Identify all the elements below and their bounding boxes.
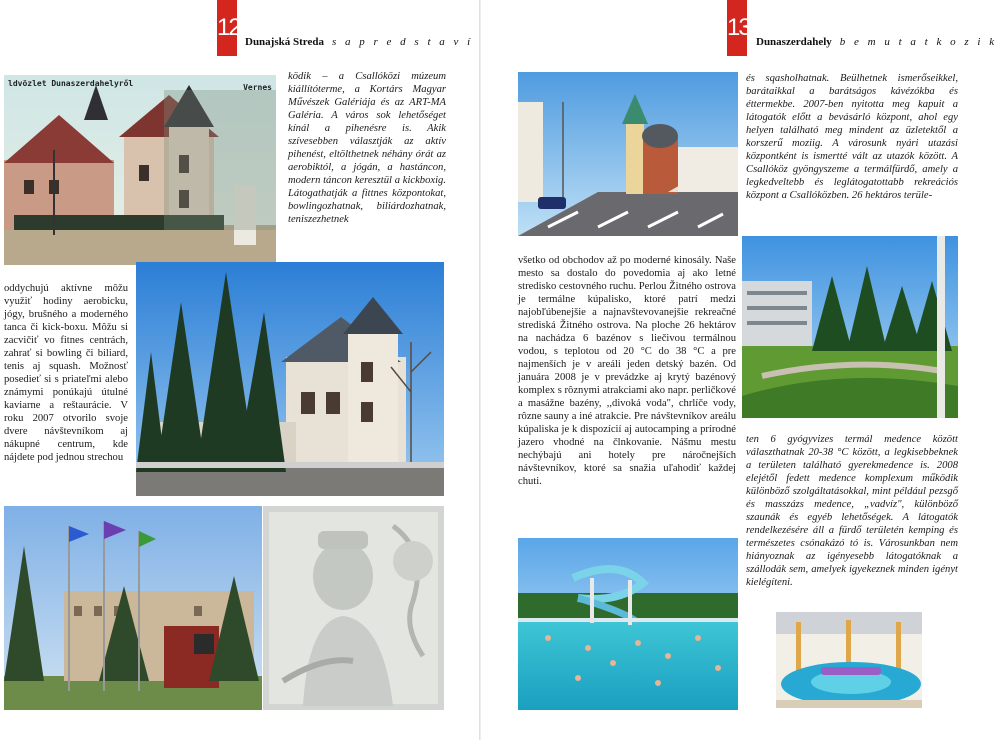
relief-statue-photo (263, 506, 444, 710)
right-header-town: Dunaszerdahely (756, 36, 832, 48)
sk-text-column-left-page: oddychujú aktívne môžu využiť hodiny aerobicku, jógy, brušného a moderného tanca či kick-boxu. Môžu si zacvičiť vo fitnes centrách, zahrať si bowling či biliard, tenis aj squash. Možnosť posedieť si s priateľmi alebo známymi ponúkajú útulné kaviarne a reštaurácie. V roku 2007 otvorilo svoje dvere návštevníkom aj nákupné centrum, kde nájdete pod jednou strechou (4, 283, 128, 463)
park-statue-photo (742, 236, 958, 418)
villa-museum-photo (136, 262, 444, 496)
right-page-number: 13 (727, 0, 747, 56)
postcard-caption: ldvözlet Dunaszerdahelyről (8, 79, 134, 88)
page-gutter (479, 0, 481, 740)
right-header-sub: b e m u t a t k o z i k (839, 36, 997, 48)
hu-text-top-right-page: és sqasholhatnak. Beülhetnek ismerőseikkel, barátaikkal a barátságos kávézókba és éttermekbe. 2007-ben nyitotta meg kapuit a látogatók előtt a bevásárló központ, ahol egy helyen található meg mindent az üzletektől a korszerű moziig. A városunk nyári utazási központként is ismertté vált az utazók között. A Csallóköz gyöngyszeme a termálfürdő, amely a legkedveltebb és leglátogatottabb rekreációs központ a Csallóközben. 26 hektáros terüle- (746, 73, 958, 201)
right-running-header (756, 36, 997, 48)
left-header-sub: s a p r e d s t a v í (331, 36, 474, 48)
flags-memorial-photo (4, 506, 262, 710)
left-page-number: 12 (217, 0, 237, 56)
thermal-pool-photo (518, 538, 738, 710)
hu-text-column-left-page: ködik – a Csallóközi múzeum kiállítóterme, a Kortárs Magyar Művészek Galériája és az ART-MA Galéria. A város sok lehetőséget kínál a pihenésre is. Akik szívesebben választják az aktív pihenést, eltölthetnek néhány órát az aerobiktól, a jógán, a hastáncon, modern táncon keresztül a kickboxig. Látogathatják a fittnes központokat, bowlingozhatnak, biliárdozhatnak, teniszezhetnek (288, 71, 446, 225)
left-running-header (245, 36, 473, 48)
vintage-postcard-photo (4, 75, 276, 265)
street-church-photo (518, 72, 738, 236)
hu-text-bottom-right-page: ten 6 gyógyvizes termál medence között választhatnak 20-38 °C között, a legkisebbeknek a területen található gyerekmedence is. 2008 elejétől fedett medence komplexum működik különböző szolgáltatásokkal, mint például pezsgő és masszázs medence, „vadvíz", különböző szaunák és egyéb lehetőségek. A látogatók rendelkezésére áll a fürdő területén kemping és természetes csónakázó tó is. Városunkban nem hiányoznak az igényesebb látogatóknak a szállodák sem, amelyek igyekeznek minden igényt kielégíteni. (746, 434, 958, 588)
postcard-caption-right: Vernes (243, 83, 272, 92)
sk-text-column-right-page: všetko od obchodov až po moderné kinosály. Naše mesto sa dostalo do povedomia aj ako letné stredisko cestovného ruchu. Perlou Žitného ostrova je termálne kúpalisko, ktoré patrí medzi najobľúbenejšie a najnavštevovanejšie rekreačné strediská Žitného ostrova. Na ploche 26 hektárov na nachádza 6 bazénov s liečivou termálnou vodou, s teplotou od 20 °C do 38 °C a pre najmenších je v areáli jeden detský bazén. Od januára 2008 je v prevádzke aj krytý bazénový komplex s rôznymi atrakciami ako napr. perličkové a masážne bazény, ,,divoká voda", chrlíče vody, rôzne sauny a iné atrakcie. Pre návštevníkov areálu kúpaliska je k dispozícií aj autocamping a prírodné jazero vhodné na člnkovanie. Nášmu mestu nechýbajú ani hotely pre náročnejších návštevníkov, ktoré sa snažia uľahodiť každej chuti. (518, 255, 736, 487)
left-header-town: Dunajská Streda (245, 36, 324, 48)
indoor-pool-photo (776, 612, 922, 708)
